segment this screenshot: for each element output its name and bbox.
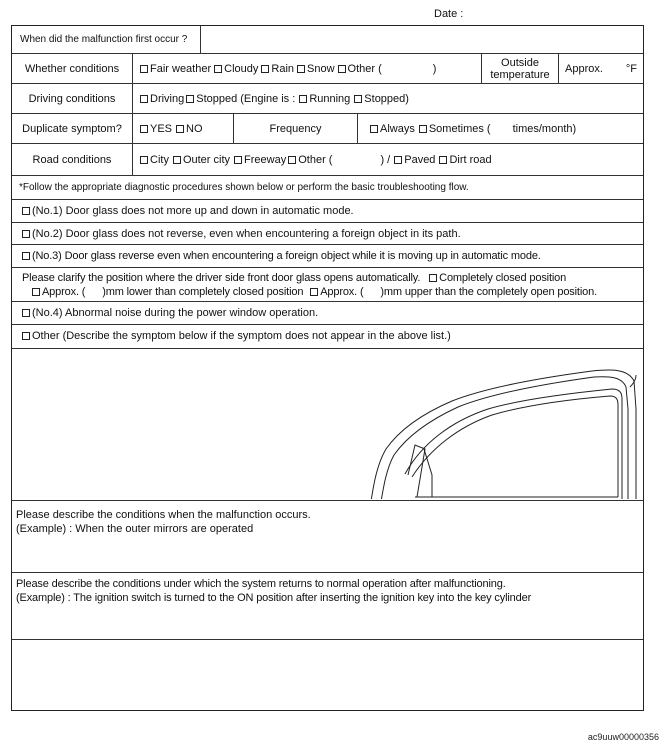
road-other-checkbox[interactable]	[288, 156, 296, 164]
weather-label: Whether conditions	[24, 62, 120, 75]
returns-example: (Example) : The ignition switch is turned to the ON position after inserting the ignition key into the key cylinder	[16, 592, 532, 604]
freeway-checkbox[interactable]	[234, 156, 242, 164]
first-occur-field[interactable]	[200, 26, 643, 53]
approx-upper-checkbox[interactable]	[310, 288, 318, 296]
row-instructions	[12, 176, 643, 200]
weather-snow-option[interactable]: Snow	[297, 63, 335, 75]
driving-options: Driving Stopped (Engine is : Running Stopped)	[132, 84, 643, 113]
door-illustration-area[interactable]	[12, 349, 643, 501]
first-occur-label: When did the malfunction first occur ?	[20, 34, 188, 45]
road-label: Road conditions	[32, 153, 112, 166]
row-symptom-other	[12, 325, 643, 349]
row-first-occur	[12, 26, 643, 54]
other-checkbox[interactable]	[338, 65, 346, 73]
cloudy-checkbox[interactable]	[214, 65, 222, 73]
notes-area[interactable]	[12, 640, 643, 710]
figure-code: ac9uuw00000356	[587, 732, 659, 742]
symptom-3-checkbox[interactable]	[22, 252, 30, 260]
paved-checkbox[interactable]	[394, 156, 402, 164]
duplicate-options: YES NO	[132, 114, 233, 143]
row-symptom-2	[12, 223, 643, 245]
approx-lower-checkbox[interactable]	[32, 288, 40, 296]
symptom-4[interactable]: (No.4) Abnormal noise during the power window operation.	[22, 307, 318, 319]
driving-checkbox[interactable]	[140, 95, 148, 103]
symptom-2-checkbox[interactable]	[22, 230, 30, 238]
duplicate-label: Duplicate symptom?	[22, 122, 122, 135]
symptom-other[interactable]: Other (Describe the symptom below if the symptom does not appear in the above list.)	[22, 330, 451, 342]
interview-sheet	[11, 25, 644, 711]
row-driving	[12, 84, 643, 114]
row-weather	[12, 54, 643, 84]
weather-close-paren: )	[432, 62, 437, 75]
row-clarify	[12, 268, 643, 302]
frequency-options: Always Sometimes ( times/month)	[357, 114, 643, 143]
outside-temp-label: Outside temperature	[481, 54, 558, 83]
weather-options	[132, 54, 481, 83]
symptom-1-checkbox[interactable]	[22, 207, 30, 215]
outer-city-checkbox[interactable]	[173, 156, 181, 164]
running-checkbox[interactable]	[299, 95, 307, 103]
symptom-2[interactable]: (No.2) Door glass does not reverse, even when encountering a foreign object in its path.	[22, 228, 461, 240]
sometimes-checkbox[interactable]	[419, 125, 427, 133]
city-checkbox[interactable]	[140, 156, 148, 164]
symptom-other-checkbox[interactable]	[22, 332, 30, 340]
row-duplicate	[12, 114, 643, 144]
frequency-label: Frequency	[233, 114, 357, 143]
weather-rain-option[interactable]: Rain	[261, 63, 294, 75]
temperature-field[interactable]: Approx. °F	[558, 54, 643, 83]
symptom-1[interactable]: (No.1) Door glass does not more up and down in automatic mode.	[22, 205, 354, 217]
driving-label: Driving conditions	[28, 92, 116, 105]
instructions-text: *Follow the appropriate diagnostic procedures shown below or perform the basic troubleshooting flow.	[19, 182, 469, 193]
weather-other-option[interactable]: Other (	[338, 63, 382, 75]
row-describe-conditions[interactable]	[12, 501, 643, 573]
symptom-3[interactable]: (No.3) Door glass reverse even when encountering a foreign object while it is moving up in automatic mode.	[22, 250, 541, 262]
engine-stopped-checkbox[interactable]	[354, 95, 362, 103]
conditions-title: Please describe the conditions when the malfunction occurs.	[16, 509, 311, 521]
stopped-checkbox[interactable]	[186, 95, 194, 103]
door-glass-illustration	[12, 349, 642, 499]
conditions-example: (Example) : When the outer mirrors are operated	[16, 523, 254, 535]
fair-checkbox[interactable]	[140, 65, 148, 73]
row-symptom-1	[12, 200, 643, 223]
row-symptom-4	[12, 302, 643, 325]
symptom-4-checkbox[interactable]	[22, 309, 30, 317]
clarify-line-1: Please clarify the position where the driver side front door glass opens automatically. Completely closed position	[22, 272, 567, 284]
weather-cloudy-option[interactable]: Cloudy	[214, 63, 258, 75]
row-road	[12, 144, 643, 176]
always-checkbox[interactable]	[370, 125, 378, 133]
clarify-line-2: Approx. ( )mm lower than completely closed position Approx. ( )mm upper than the completely open position.	[32, 286, 597, 298]
yes-checkbox[interactable]	[140, 125, 148, 133]
returns-title: Please describe the conditions under which the system returns to normal operation after malfunctioning.	[16, 578, 506, 590]
row-describe-returns[interactable]	[12, 573, 643, 640]
closed-position-checkbox[interactable]	[429, 274, 437, 282]
dirt-checkbox[interactable]	[439, 156, 447, 164]
date-label: Date :	[434, 8, 464, 20]
snow-checkbox[interactable]	[297, 65, 305, 73]
rain-checkbox[interactable]	[261, 65, 269, 73]
row-symptom-3	[12, 245, 643, 268]
weather-fair-option[interactable]: Fair weather	[140, 63, 211, 75]
no-checkbox[interactable]	[176, 125, 184, 133]
road-options: City Outer city Freeway Other ( ) / Paved Dirt road	[132, 144, 643, 175]
